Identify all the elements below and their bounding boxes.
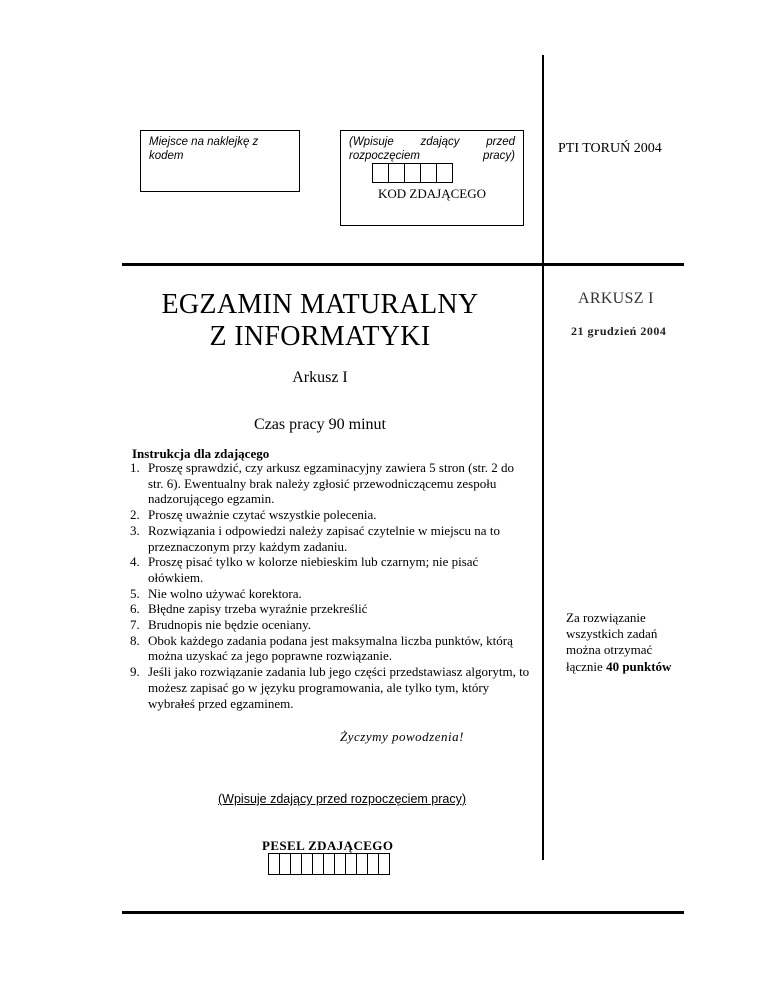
- points-note: [566, 610, 686, 675]
- sheet-title: Arkusz I: [292, 369, 348, 386]
- instruction-item: [130, 633, 530, 664]
- code-cell[interactable]: [436, 163, 453, 183]
- instruction-item: [130, 601, 530, 617]
- instruction-text: Proszę uważnie czytać wszystkie polecenia.: [148, 507, 377, 523]
- code-cell[interactable]: [372, 163, 389, 183]
- code-cell[interactable]: [404, 163, 421, 183]
- code-box-note: (Wpisuje zdający przed rozpoczęciem pracy): [349, 136, 515, 162]
- instructions-heading: Instrukcja dla zdającego: [132, 446, 270, 461]
- code-grid[interactable]: [373, 163, 453, 183]
- sticker-box-label: Miejsce na naklejkę z kodem: [149, 136, 259, 162]
- instruction-text: Rozwiązania i odpowiedzi należy zapisać czytelnie w miejscu na to przeznaczonym przy każdym zadaniu.: [148, 522, 500, 554]
- instruction-text: Błędne zapisy trzeba wyraźnie przekreślić: [148, 601, 368, 617]
- instruction-item: [130, 460, 530, 507]
- pesel-grid[interactable]: [269, 853, 390, 875]
- instruction-text: Obok każdego zadania podana jest maksymalna liczba punktów, którą można uzyskać za jego poprawne rozwiązanie.: [148, 632, 513, 664]
- instruction-number: 1.: [130, 460, 140, 475]
- instruction-number: 5.: [130, 585, 140, 601]
- pesel-cell[interactable]: [378, 853, 390, 875]
- duration: Czas pracy 90 minut: [254, 416, 386, 433]
- code-cell[interactable]: [388, 163, 405, 183]
- instructions-list: [130, 460, 530, 711]
- instruction-text: Brudnopis nie będzie oceniany.: [148, 617, 312, 633]
- instruction-number: 3.: [130, 522, 140, 538]
- instruction-number: 2.: [130, 507, 140, 523]
- pesel-label: PESEL ZDAJĄCEGO: [262, 838, 394, 853]
- instruction-text: Proszę sprawdzić, czy arkusz egzaminacyjny zawiera 5 stron (str. 2 do str. 6). Ewentualny brak należy zgłosić przewodniczącemu zespołu nadzorującego egzamin.: [148, 460, 515, 507]
- instruction-item: [130, 617, 530, 633]
- instruction-item: [130, 554, 530, 585]
- page-title-line2: Z INFORMATYKI: [209, 321, 431, 352]
- instruction-text: Nie wolno używać korektora.: [148, 585, 302, 601]
- good-luck: Życzymy powodzenia!: [340, 729, 464, 744]
- page-title-line1: EGZAMIN MATURALNY: [161, 289, 479, 320]
- footer-divider: [122, 911, 684, 914]
- instruction-item: [130, 523, 530, 554]
- sticker-box: [140, 130, 300, 192]
- organizer: PTI TORUŃ 2004: [558, 141, 662, 156]
- instruction-number: 6.: [130, 601, 140, 617]
- instruction-number: 8.: [130, 632, 140, 648]
- header-divider: [122, 263, 684, 266]
- exam-date: 21 grudzień 2004: [571, 324, 667, 338]
- code-cell[interactable]: [420, 163, 437, 183]
- instruction-text: Jeśli jako rozwiązanie zadania lub jego części przedstawiasz algorytm, to możesz zapisać go w języku programowania, ale tylko tym, który wybrałeś przed egzaminem.: [148, 664, 530, 711]
- points-note-text: Za rozwiązanie wszystkich zadań można otrzymać łącznie: [566, 610, 658, 674]
- points-total: 40 punktów: [606, 658, 672, 674]
- code-box: [340, 130, 524, 226]
- instruction-item: [130, 664, 530, 711]
- code-label: KOD ZDAJĄCEGO: [378, 186, 486, 201]
- sheet-label: ARKUSZ I: [578, 290, 654, 307]
- pesel-note: (Wpisuje zdający przed rozpoczęciem pracy): [218, 792, 467, 806]
- instruction-number: 7.: [130, 617, 140, 633]
- vertical-divider: [542, 55, 544, 860]
- instruction-number: 9.: [130, 664, 140, 680]
- instruction-number: 4.: [130, 554, 140, 570]
- instruction-text: Proszę pisać tylko w kolorze niebieskim lub czarnym; nie pisać ołówkiem.: [148, 554, 479, 585]
- instruction-item: [130, 507, 530, 523]
- instruction-item: [130, 586, 530, 602]
